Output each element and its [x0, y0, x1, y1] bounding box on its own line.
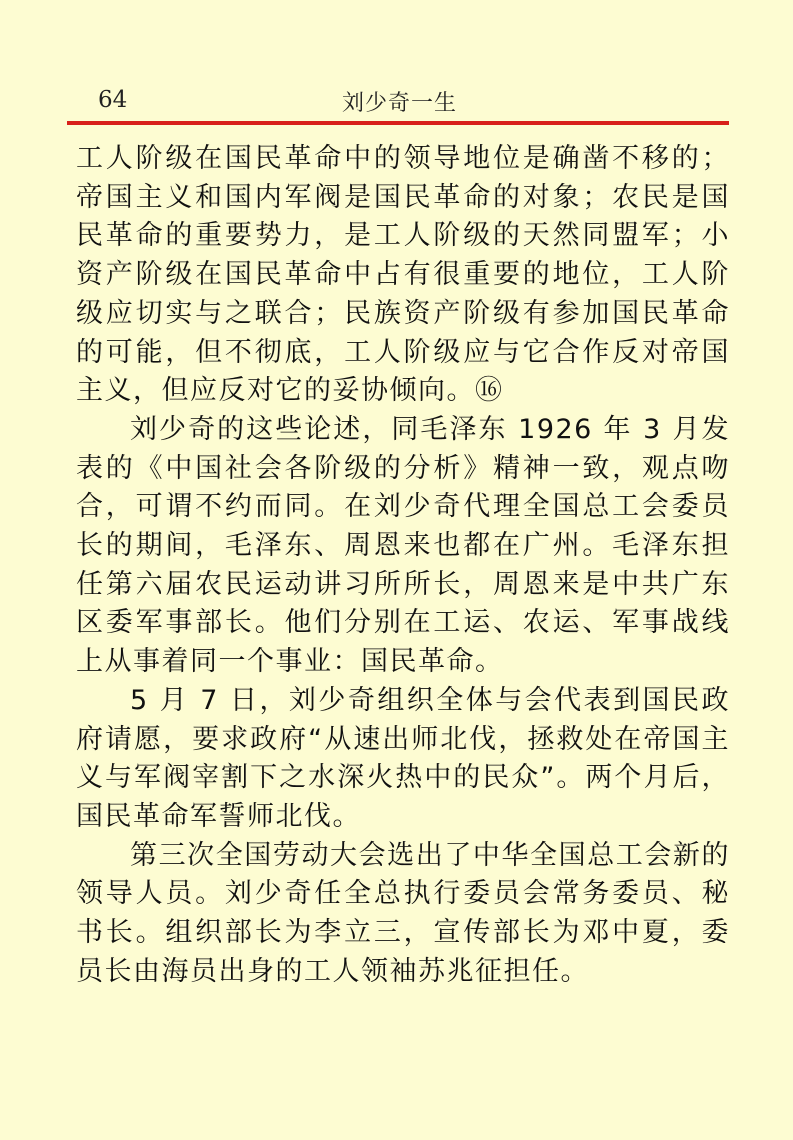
running-title: 刘少奇一生 [342, 91, 458, 116]
paragraph-3: 5 月 7 日，刘少奇组织全体与会代表到国民政府请愿，要求政府“从速出师北伐，拯救处在帝国主义与军阀宰割下之水深火热中的民众”。两个月后，国民革命军誓师北伐。 [76, 684, 730, 832]
body-text [76, 140, 730, 991]
paragraph-4: 第三次全国劳动大会选出了中华全国总工会新的领导人员。刘少奇任全总执行委员会常务委员、秘书长。组织部长为李立三，宣传部长为邓中夏，委员长由海员出身的工人领袖苏兆征担任。 [76, 839, 730, 987]
page-header [72, 84, 726, 124]
header-rule [67, 121, 729, 125]
paragraph-1: 工人阶级在国民革命中的领导地位是确凿不移的；帝国主义和国内军阀是国民革命的对象；农民是国民革命的重要势力，是工人阶级的天然同盟军；小资产阶级在国民革命中占有很重要的地位，工人阶级应切实与之联合；民族资产阶级有参加国民革命的可能，但不彻底，工人阶级应与它合作反对帝国主义，但应反对它的妥协倾向。⑯ [76, 143, 730, 407]
page-number: 64 [98, 87, 128, 113]
paragraph-2: 刘少奇的这些论述，同毛泽东 1926 年 3 月发表的《中国社会各阶级的分析》精神一致，观点吻合，可谓不约而同。在刘少奇代理全国总工会委员长的期间，毛泽东、周恩来也都在广州。毛泽东担任第六届农民运动讲习所所长，周恩来是中共广东区委军事部长。他们分别在工运、农运、军事战线上从事着同一个事业：国民革命。 [76, 413, 730, 678]
